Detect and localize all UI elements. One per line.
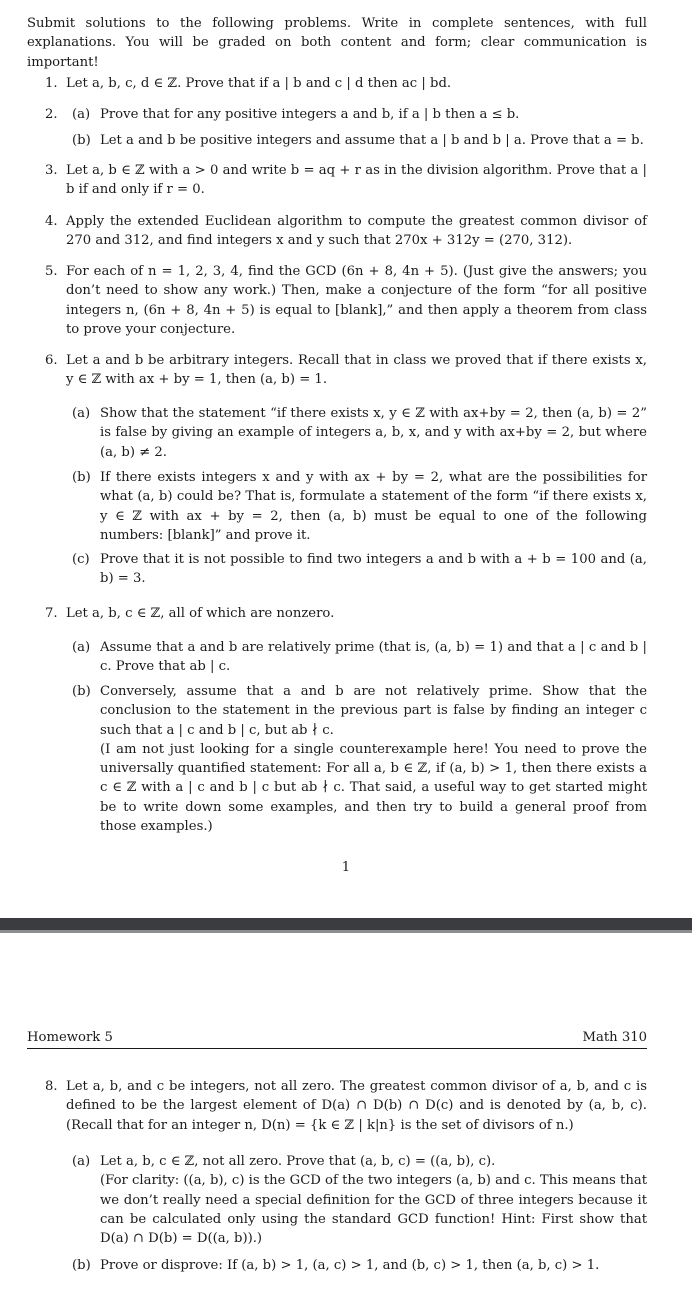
part-text: Prove that for any positive integers a and b, if a | b then a ≤ b. [100,107,520,122]
problem-7b [72,682,647,836]
part-label: (a) [72,1154,91,1169]
problem-text: Let a, b ∈ ℤ with a > 0 and write b = aq + r as in the division algorithm. Prove that a | b if and only if r = 0. [66,163,647,198]
header-rule [27,1048,647,1049]
part-text: Prove or disprove: If (a, b) > 1, (a, c) > 1, and (b, c) > 1, then (a, b, c) > 1. [100,1258,600,1273]
problem-2a [72,105,647,124]
problem-7a [72,638,647,677]
header-course-left: Homework 5 [27,1030,113,1045]
instructions: Submit solutions to the following problems. Write in complete sentences, with full explanations. You will be graded on both content and form; clear communication is important! [27,16,647,70]
problem-text: For each of n = 1, 2, 3, 4, find the GCD (6n + 8, 4n + 5). (Just give the answers; you don’t need to show any work.) Then, make a conjecture of the form “for all positive integers n, (6n + 8, 4n + 5) is equal to [blank],” and then apply a theorem from class to prove your conjecture. [66,264,647,337]
part-text: Conversely, assume that a and b are not relatively prime. Show that the conclusion to the statement in the previous part is false by finding an integer c such that a | c and b | c, but ab ∤ c. [100,684,647,738]
problem-6 [45,351,647,390]
header-course-right: Math 310 [582,1030,647,1045]
problem-number: 1. [45,76,58,91]
problem-number: 2. [45,107,58,122]
part-text: Assume that a and b are relatively prime (that is, (a, b) = 1) and that a | c and b | c. Prove that ab | c. [100,640,647,675]
problem-number: 8. [45,1079,58,1094]
part-label: (b) [72,1258,91,1273]
page-number: 1 [341,860,351,875]
problem-number: 7. [45,606,58,621]
problem-2b [72,131,647,150]
part-text: Prove that it is not possible to find two integers a and b with a + b = 100 and (a, b) = 3. [100,552,647,587]
part-note: (For clarity: ((a, b), c) is the GCD of the two integers (a, b) and c. This means that we don’t really need a special definition for the GCD of three integers because it can be calculated only using the standard GCD function! Hint: First show that D(a) ∩ D(b) = D((a, b)).) [100,1173,647,1247]
problem-6b [72,468,647,545]
problem-7 [45,604,647,623]
problem-1 [45,74,647,93]
problem-number: 4. [45,214,58,229]
problem-8b [72,1256,647,1275]
problem-6c [72,550,647,589]
part-note: (I am not just looking for a single counterexample here! You need to prove the universally quantified statement: For all a, b ∈ ℤ, if (a, b) > 1, then there exists a c ∈ ℤ with a | c and b | c but ab ∤ c. That said, a useful way to get started might be to write down some examples, and then try to build a general proof from those examples.) [100,741,647,835]
part-label: (a) [72,107,91,122]
problem-6a [72,404,647,462]
page-divider-shade [0,930,692,933]
problem-number: 3. [45,163,58,178]
problem-5 [45,262,647,339]
part-label: (a) [72,406,91,421]
problem-8 [45,1077,647,1135]
part-label: (a) [72,640,91,655]
part-text: Let a, b, c ∈ ℤ, not all zero. Prove that (a, b, c) = ((a, b), c). [100,1154,496,1169]
problem-8a [72,1152,647,1248]
problem-number: 5. [45,264,58,279]
problem-text: Apply the extended Euclidean algorithm to compute the greatest common divisor of 270 and 312, and find integers x and y such that 270x + 312y = (270, 312). [66,214,647,249]
problem-4 [45,212,647,251]
part-label: (b) [72,684,91,699]
part-text: If there exists integers x and y with ax + by = 2, what are the possibilities for what (a, b) could be? That is, formulate a statement of the form “if there exists x, y ∈ ℤ with ax + by = 2, then (a, b) must be equal to one of the following numbers: [blank]” and prove it. [100,470,647,543]
part-label: (b) [72,133,91,148]
problem-text: Let a and b be arbitrary integers. Recall that in class we proved that if there exists x, y ∈ ℤ with ax + by = 1, then (a, b) = 1. [66,353,647,388]
part-text: Show that the statement “if there exists x, y ∈ ℤ with ax+by = 2, then (a, b) = 2” is false by giving an example of integers a, b, x, and y with ax+by = 2, but where (a, b) ≠ 2. [100,406,647,460]
problem-text: Let a, b, c ∈ ℤ, all of which are nonzero. [66,606,335,621]
problem-text: Let a, b, c, d ∈ ℤ. Prove that if a | b and c | d then ac | bd. [66,76,452,91]
problem-number: 6. [45,353,58,368]
part-label: (b) [72,470,91,485]
problem-text: Let a, b, and c be integers, not all zero. The greatest common divisor of a, b, and c is defined to be the largest element of D(a) ∩ D(b) ∩ D(c) and is denoted by (a, b, c). (Recall that for an integer n, D(n) = {k ∈ ℤ | k|n} is the set of divisors of n.) [66,1079,647,1133]
problem-3 [45,161,647,200]
part-label: (c) [72,552,90,567]
part-text: Let a and b be positive integers and assume that a | b and b | a. Prove that a = b. [100,133,644,148]
